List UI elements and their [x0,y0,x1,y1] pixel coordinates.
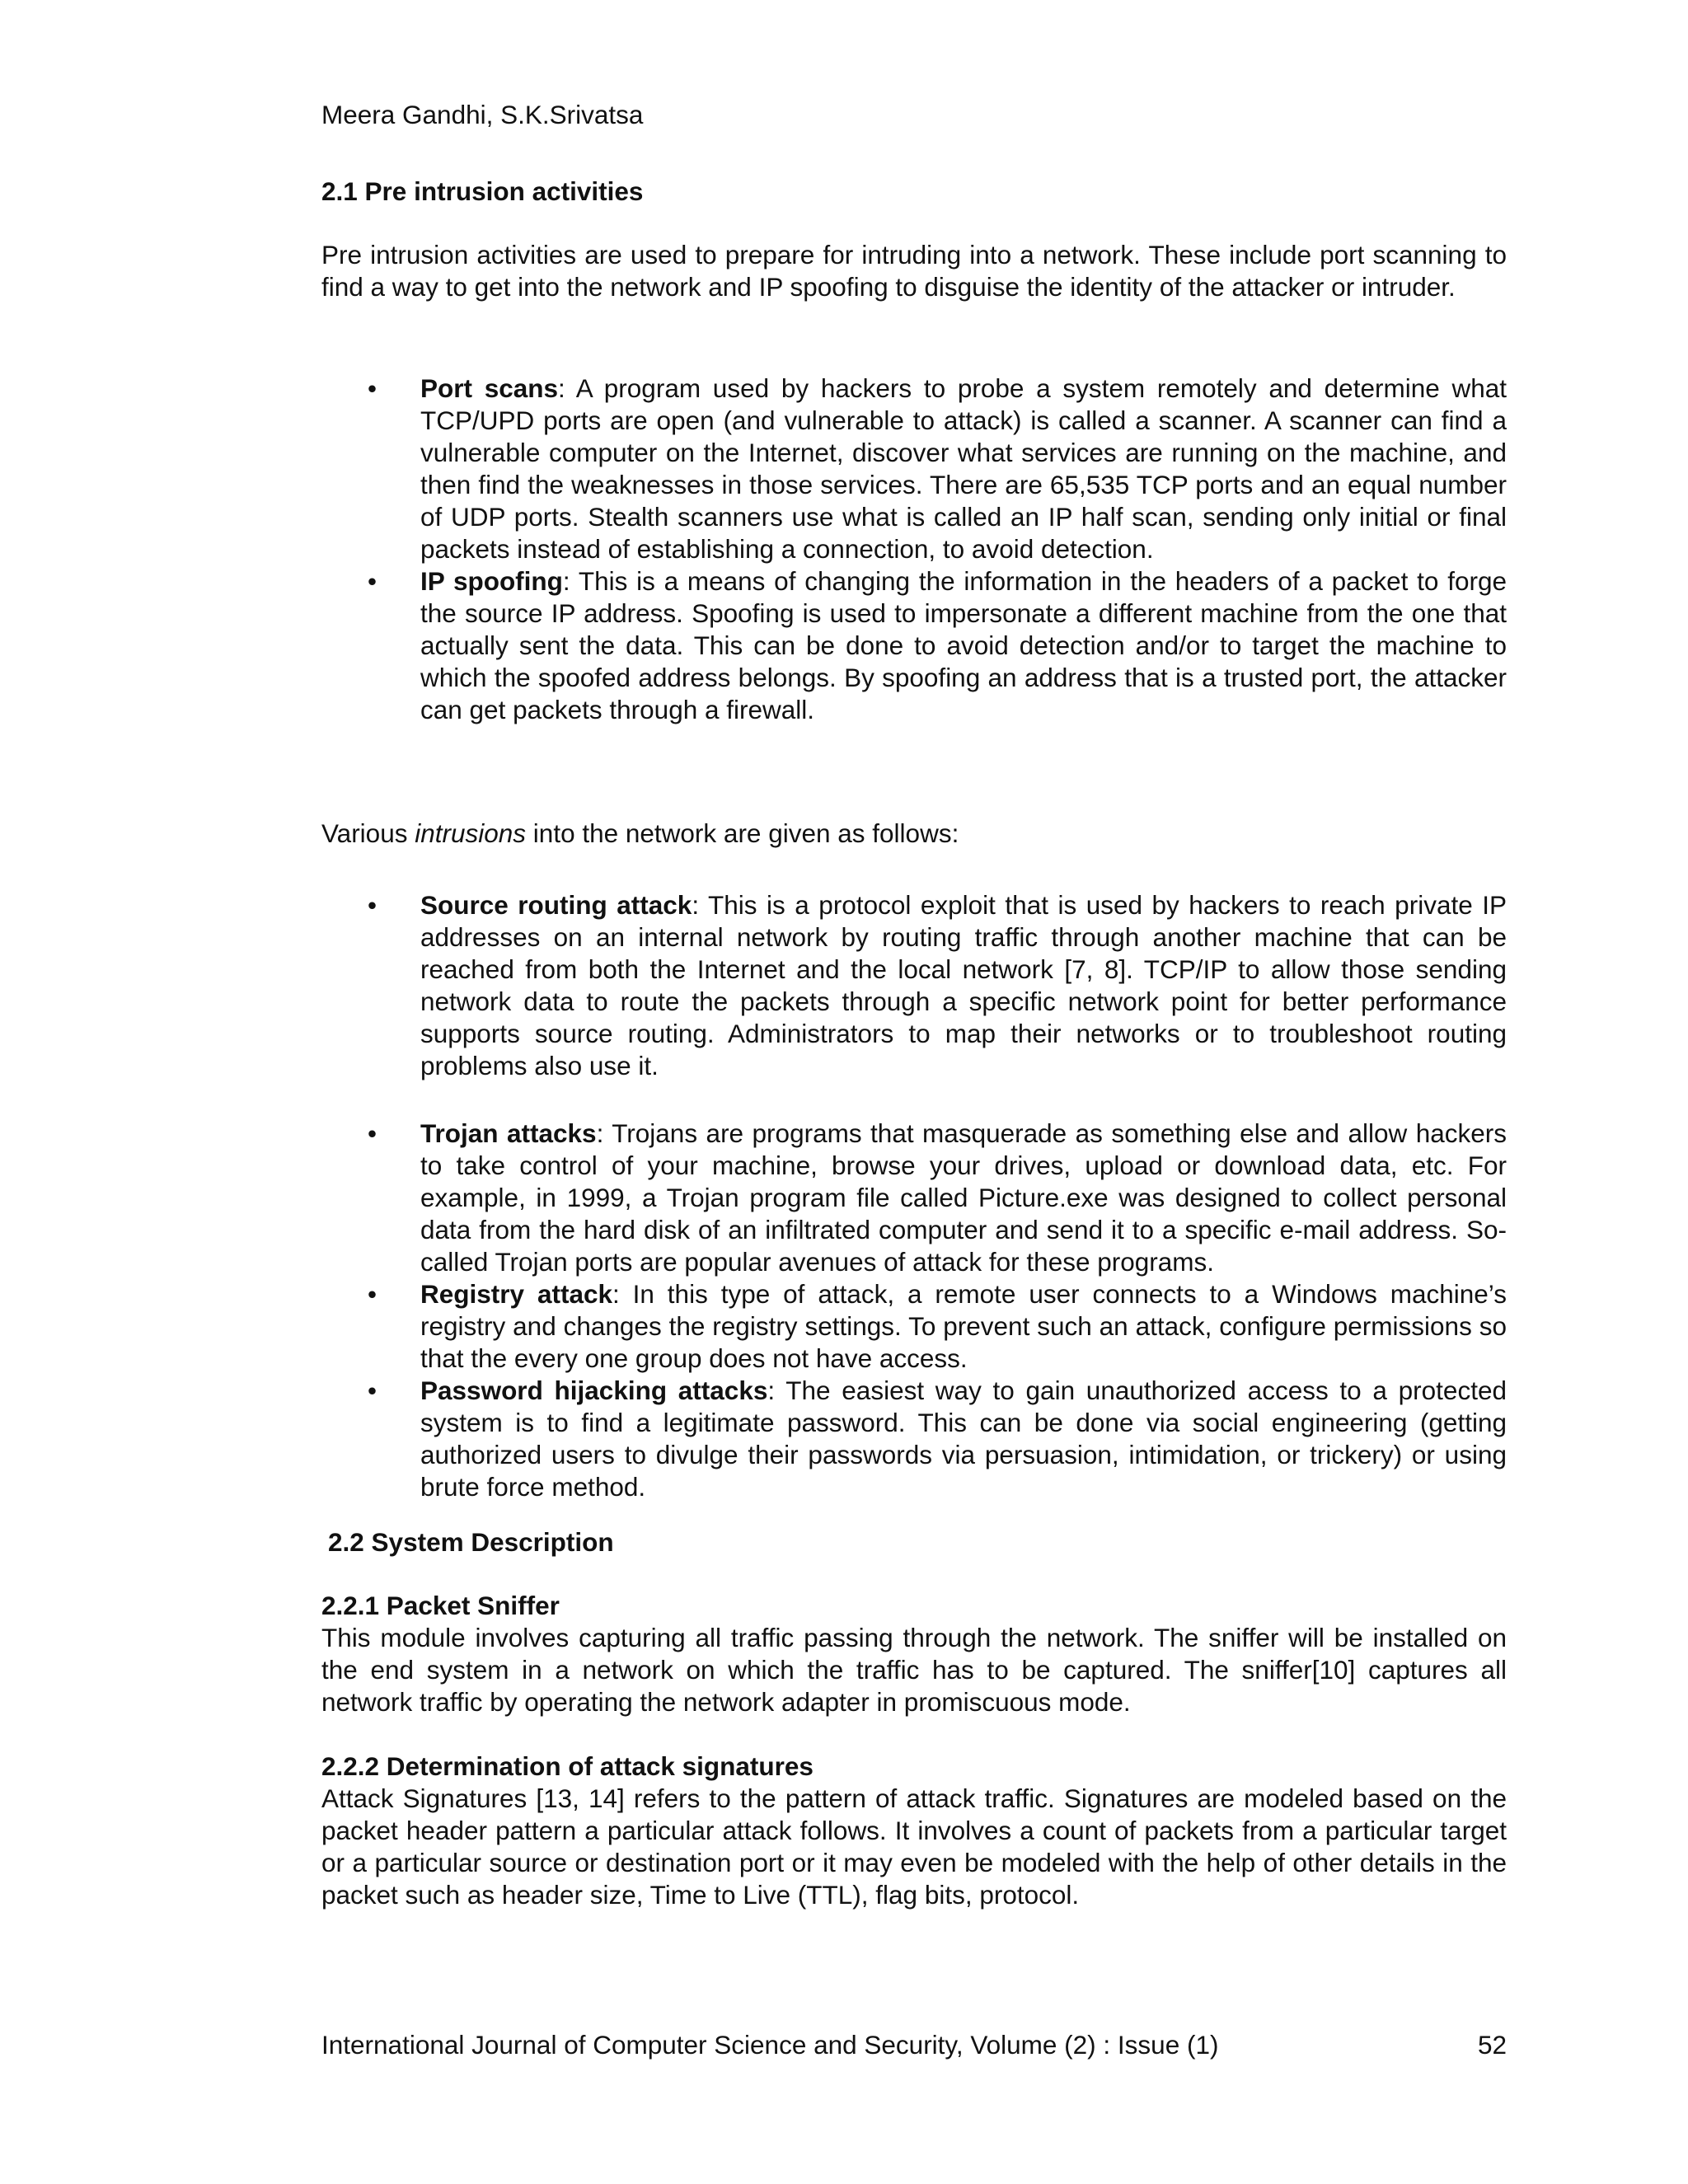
list-item-term: Source routing attack [420,890,692,920]
subsection-heading: 2.2.2 Determination of attack signatures [321,1751,814,1781]
bullet-icon: • [368,1376,377,1405]
list-item [321,1278,1507,1375]
section-2-2 [328,1526,1513,1558]
list-item [321,565,1507,726]
list-item-term: Registry attack [420,1279,612,1309]
intrusions-list-b [321,1118,1507,1503]
list-item [321,373,1507,565]
list-item [321,889,1507,1082]
pre-intrusion-list [321,373,1507,726]
journal-citation: International Journal of Computer Science and Security, Volume (2) : Issue (1) [321,2030,1219,2060]
subsection-2-2-1 [321,1590,1507,1718]
list-item-term: IP spoofing [420,566,563,596]
section-heading: 2.2 System Description [328,1527,614,1557]
subsection-paragraph: This module involves capturing all traffic passing through the network. The sniffer will be installed on the end system in a network on which the traffic has to be captured. The sniffer[10] captures all network traffic by operating the network adapter in promiscuous mode. [321,1623,1507,1717]
intro-paragraph: Pre intrusion activities are used to prepare for intruding into a network. These include port scanning to find a way to get into the network and IP spoofing to disguise the identity of the attacker or intruder. [321,240,1507,302]
intro-paragraph-block [321,239,1507,303]
list-item-text: : Trojans are programs that masquerade as something else and allow hackers to take control of your machine, browse your drives, upload or download data, etc. For example, in 1999, a Trojan program file called Picture.exe was designed to collect personal data from the hard disk of an infiltrated computer and send it to a specific e-mail address. So-called Trojan ports are popular avenues of attack for these programs. [420,1118,1507,1277]
list-item-term: Port scans [420,373,559,403]
list-item-text: : The easiest way to gain unauthorized access to a protected system is to find a legitimate password. This can be done via social engineering (getting authorized users to divulge their passwords via persuasion, intimidation, or trickery) or using brute force method. [420,1376,1507,1502]
page-number: 52 [1477,2030,1507,2060]
subsection-paragraph: Attack Signatures [13, 14] refers to the pattern of attack traffic. Signatures are modeled based on the packet header pattern a particular attack follows. It involves a count of packets from a particular target or a particular source or destination port or it may even be modeled with the help of other details in the packet such as header size, Time to Live (TTL), flag bits, protocol. [321,1783,1507,1910]
list-item-term: Password hijacking attacks [420,1376,768,1405]
running-header: Meera Gandhi, S.K.Srivatsa [321,100,644,129]
subsection-2-2-2 [321,1750,1507,1911]
list-item [321,1118,1507,1278]
list-item-text: : A program used by hackers to probe a system remotely and determine what TCP/UPD ports are open (and vulnerable to attack) is called a scanner. A scanner can find a vulnerable computer on the Internet, discover what services are running on the machine, and then find the weaknesses in those services. There are 65,535 TCP ports and an equal number of UDP ports. Stealth scanners use what is called an IP half scan, sending only initial or final packets instead of establishing a connection, to avoid detection. [420,373,1507,564]
intrusions-lead [321,818,1507,850]
list-item-text: : This is a means of changing the information in the headers of a packet to forge the source IP address. Spoofing is used to impersonate a different machine from the one that actually sent the data. This can be done to avoid detection and/or to target the machine to which the spoofed address belongs. By spoofing an address that is a trusted port, the attacker can get packets through a firewall. [420,566,1507,724]
list-item-term: Trojan attacks [420,1118,597,1148]
lead-text: Various [321,818,415,848]
subsection-heading: 2.2.1 Packet Sniffer [321,1591,560,1620]
bullet-icon: • [368,566,377,596]
bullet-icon: • [368,890,377,920]
document-page [321,0,1507,2184]
page-footer [321,2029,1507,2061]
lead-italic: intrusions [415,818,527,848]
bullet-icon: • [368,1279,377,1309]
section-heading: 2.1 Pre intrusion activities [321,176,644,206]
bullet-icon: • [368,1118,377,1148]
section-2-1 [321,176,1507,208]
list-item-text: : In this type of attack, a remote user connects to a Windows machine’s registry and changes the registry settings. To prevent such an attack, configure permissions so that the every one group does not have access. [420,1279,1507,1373]
list-item-text: : This is a protocol exploit that is used by hackers to reach private IP addresses on an internal network by routing traffic through another machine that can be reached from both the Internet and the local network [7, 8]. TCP/IP to allow those sending network data to route the packets through a specific network point for better performance supports source routing. Administrators to map their networks or to troubleshoot routing problems also use it. [420,890,1507,1080]
lead-text-end: into the network are given as follows: [526,818,959,848]
bullet-icon: • [368,373,377,403]
intrusions-list-a [321,889,1507,1082]
list-item [321,1375,1507,1503]
